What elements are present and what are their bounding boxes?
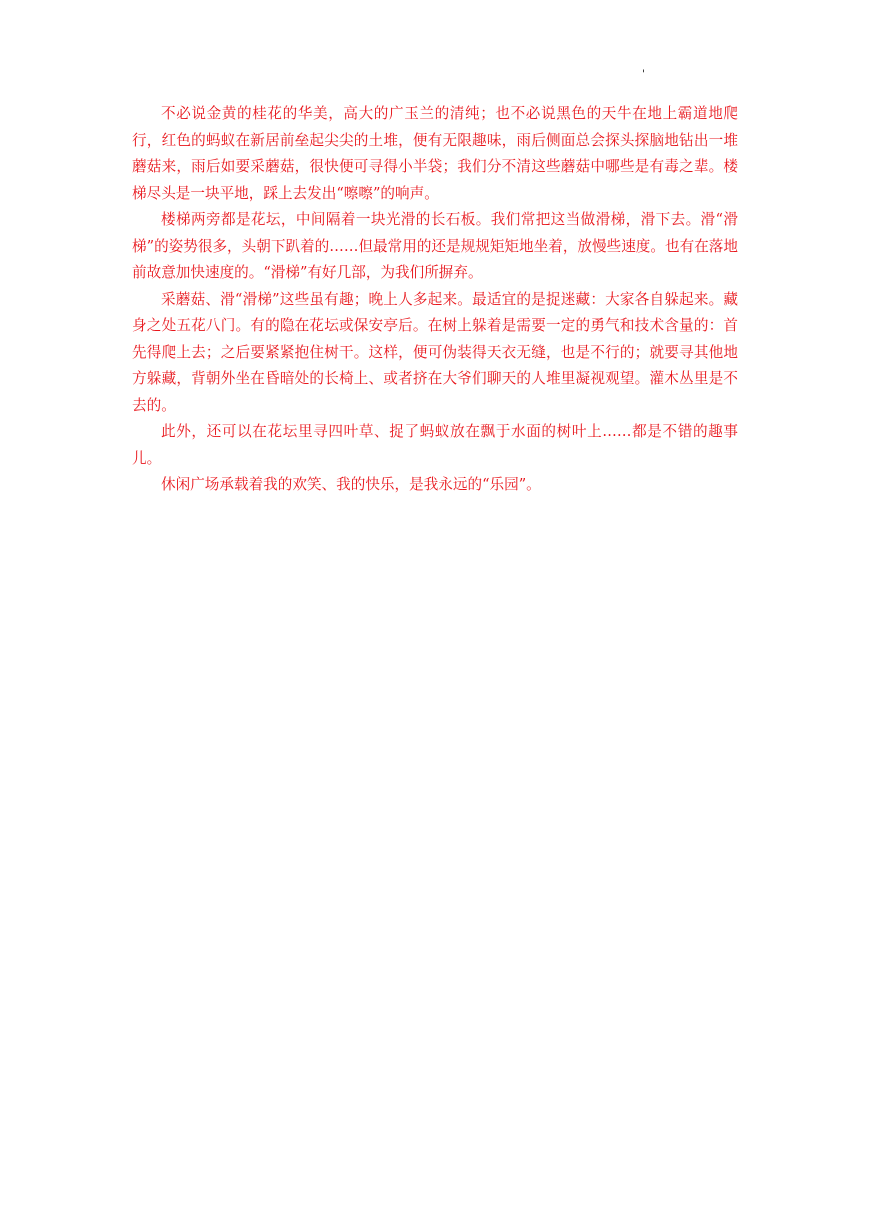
header-mark: ' bbox=[642, 69, 645, 80]
paragraph-3: 采蘑菇、滑“滑梯”这些虽有趣；晚上人多起来。最适宜的是捉迷藏：大家各自躲起来。藏身之处五花八门。有的隐在花坛或保安亭后。在树上躲着是需要一定的勇气和技术含量的：首先得爬上去；之后要紧紧抱住树干。这样，便可伪装得天衣无缝，也是不行的；就要寻其他地方躲藏，背朝外坐在昏暗处的长椅上、或者挤在大爷们聊天的人堆里凝视观望。灌木丛里是不去的。 bbox=[132, 290, 738, 414]
paragraph-5: 休闲广场承载着我的欢笑、我的快乐，是我永远的“乐园”。 bbox=[161, 476, 541, 493]
document-body bbox=[132, 101, 738, 499]
paragraph-4: 此外，还可以在花坛里寻四叶草、捉了蚂蚁放在飘于水面的树叶上……都是不错的趣事儿。 bbox=[132, 423, 738, 467]
paragraph-2: 楼梯两旁都是花坛，中间隔着一块光滑的长石板。我们常把这当做滑梯，滑下去。滑“滑梯”的姿势很多，头朝下趴着的……但最常用的还是规规矩矩地坐着，放慢些速度。也有在落地前故意加快速度的。“滑梯”有好几部，为我们所摒弃。 bbox=[132, 211, 738, 281]
paragraph-1: 不必说金黄的桂花的华美，高大的广玉兰的清纯；也不必说黑色的天牛在地上霸道地爬行，红色的蚂蚁在新居前垒起尖尖的土堆，便有无限趣味，雨后侧面总会探头探脑地钻出一堆蘑菇来，雨后如要采蘑菇，很快便可寻得小半袋；我们分不清这些蘑菇中哪些是有毒之辈。楼梯尽头是一块平地，踩上去发出“嚓嚓”的响声。 bbox=[132, 105, 738, 202]
